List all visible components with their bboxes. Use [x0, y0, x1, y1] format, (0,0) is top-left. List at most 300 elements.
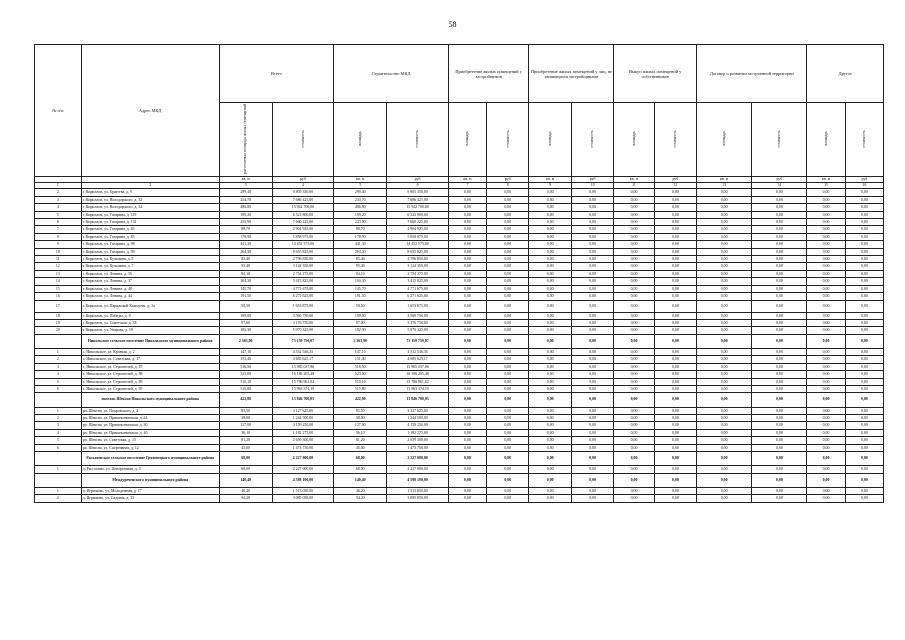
- value-cell: 0,00: [752, 444, 807, 451]
- value-cell: 0,00: [487, 495, 529, 502]
- value-cell: 0,00: [752, 429, 807, 436]
- value-cell: 4 685 625,17: [272, 356, 334, 363]
- value-cell: 0,00: [571, 285, 613, 292]
- value-cell: 0,00: [807, 211, 845, 218]
- column-number-cell: 16: [845, 183, 883, 189]
- header-sub-area: [529, 103, 571, 177]
- address-cell: д. Игрюково, ул. Садовая, д. 13: [81, 495, 219, 502]
- value-cell: 0,00: [845, 204, 883, 211]
- row-number-cell: 10: [35, 248, 82, 255]
- table-row: [35, 226, 884, 233]
- address-cell: г. Кириллов, ул. Братства, д. 9: [81, 189, 219, 196]
- value-cell: 0,00: [487, 219, 529, 226]
- row-number-cell: 14: [35, 278, 82, 285]
- value-cell: 0,00: [529, 429, 571, 436]
- value-cell: 299,40: [219, 189, 272, 196]
- value-cell: 0,00: [529, 393, 571, 407]
- value-cell: 0,00: [571, 356, 613, 363]
- value-cell: 0,00: [614, 226, 654, 233]
- value-cell: 191,50: [334, 293, 387, 300]
- value-cell: 0,00: [807, 437, 845, 444]
- value-cell: 0,00: [697, 241, 752, 248]
- value-cell: 0,00: [614, 312, 654, 319]
- value-cell: 510,10: [334, 378, 387, 385]
- value-cell: 0,00: [448, 241, 486, 248]
- value-cell: 0,00: [697, 196, 752, 203]
- address-cell: рп. Шексна, ул. Пришекснинская, д. 30: [81, 422, 219, 429]
- value-cell: 0,00: [654, 407, 696, 414]
- value-cell: 0,00: [752, 437, 807, 444]
- value-cell: 0,00: [654, 256, 696, 263]
- row-number-cell: 1: [35, 466, 82, 473]
- header-sub-cost: [487, 103, 529, 177]
- table-row: [35, 414, 884, 421]
- value-cell: 0,00: [807, 414, 845, 421]
- value-cell: 8 655 825,00: [387, 248, 449, 255]
- value-cell: 0,00: [448, 371, 486, 378]
- value-cell: 234,70: [334, 196, 387, 203]
- value-cell: 7 660 225,00: [387, 219, 449, 226]
- value-cell: 0,00: [752, 204, 807, 211]
- value-cell: 0,00: [448, 270, 486, 277]
- value-cell: 0,00: [697, 256, 752, 263]
- value-cell: 0,00: [448, 356, 486, 363]
- value-cell: 1 244 500,00: [387, 414, 449, 421]
- value-cell: 515,80: [334, 385, 387, 392]
- value-cell: 0,00: [654, 293, 696, 300]
- row-number-cell: 8: [35, 233, 82, 240]
- value-cell: 0,00: [487, 285, 529, 292]
- value-cell: 5 970 325,00: [387, 327, 449, 334]
- value-cell: 0,00: [487, 466, 529, 473]
- value-cell: 4 598 100,00: [387, 473, 449, 487]
- value-cell: 0,00: [845, 233, 883, 240]
- address-cell: с. Никольское, ул. Строителей, д. 87: [81, 363, 219, 370]
- value-cell: 0,00: [529, 363, 571, 370]
- value-cell: 0,00: [752, 422, 807, 429]
- value-cell: 0,00: [529, 196, 571, 203]
- row-number-cell: 2: [35, 356, 82, 363]
- value-cell: 0,00: [845, 363, 883, 370]
- value-cell: 0,00: [448, 285, 486, 292]
- value-cell: 2 227 000,00: [387, 466, 449, 473]
- column-number-cell: 13: [697, 183, 752, 189]
- column-number-cell: 14: [752, 183, 807, 189]
- value-cell: 0,00: [654, 414, 696, 421]
- value-cell: 0,00: [571, 385, 613, 392]
- value-cell: 2 227 000,00: [272, 466, 334, 473]
- value-cell: 0,00: [697, 363, 752, 370]
- value-cell: 0,00: [487, 429, 529, 436]
- value-cell: 0,00: [487, 270, 529, 277]
- table-row: [35, 371, 884, 378]
- unit-cell: кв. м: [448, 177, 486, 183]
- column-number-cell: 9: [529, 183, 571, 189]
- value-cell: 0,00: [752, 495, 807, 502]
- value-cell: 0,00: [571, 334, 613, 348]
- row-number-cell: 5: [35, 211, 82, 218]
- address-cell: Никольское сельское поселение Никольского муниципального района: [81, 334, 219, 348]
- table-row: [35, 378, 884, 385]
- header-group-construction: Строительство МКД: [334, 45, 449, 103]
- value-cell: 0,00: [571, 429, 613, 436]
- header-sub-area-total: [219, 103, 272, 177]
- value-cell: 0,00: [448, 319, 486, 326]
- value-cell: 0,00: [654, 300, 696, 312]
- value-cell: 0,00: [752, 293, 807, 300]
- value-cell: 0,00: [752, 278, 807, 285]
- header-sub-label: площадь: [546, 131, 552, 147]
- value-cell: 0,00: [752, 334, 807, 348]
- header-sub-area: [448, 103, 486, 177]
- value-cell: 3 127 625,00: [272, 407, 334, 414]
- value-cell: 0,00: [614, 495, 654, 502]
- value-cell: 0,00: [614, 407, 654, 414]
- value-cell: 0,00: [487, 226, 529, 233]
- header-sub-label: площадь: [822, 131, 828, 147]
- value-cell: 182,30: [219, 327, 272, 334]
- value-cell: 36,10: [334, 429, 387, 436]
- unit-cell: руб: [752, 177, 807, 183]
- table-row: [35, 196, 884, 203]
- value-cell: 0,00: [448, 393, 486, 407]
- row-number-cell: 19: [35, 319, 82, 326]
- value-cell: 85,40: [219, 256, 272, 263]
- value-cell: 85,40: [334, 256, 387, 263]
- value-cell: 15 942 700,00: [272, 204, 334, 211]
- value-cell: 0,00: [614, 437, 654, 444]
- table-row: [35, 422, 884, 429]
- value-cell: 1 513 050,00: [387, 487, 449, 494]
- header-sub-label: стоимость: [589, 129, 595, 148]
- value-cell: 46,20: [334, 487, 387, 494]
- value-cell: 0,00: [487, 211, 529, 218]
- value-cell: 0,00: [614, 300, 654, 312]
- value-cell: 94,20: [219, 495, 272, 502]
- header-sub-label: площадь: [720, 131, 726, 147]
- value-cell: 0,00: [654, 429, 696, 436]
- table-row: [35, 444, 884, 451]
- column-number-cell: 10: [571, 183, 613, 189]
- value-cell: 0,00: [571, 371, 613, 378]
- value-cell: 0,00: [529, 233, 571, 240]
- value-cell: 0,00: [448, 378, 486, 385]
- value-cell: 0,00: [529, 263, 571, 270]
- address-cell: Междуреченского муниципального района: [81, 473, 219, 487]
- value-cell: 0,00: [845, 451, 883, 465]
- table-row: [35, 319, 884, 326]
- value-cell: 0,00: [845, 285, 883, 292]
- value-cell: 0,00: [529, 334, 571, 348]
- value-cell: 0,00: [448, 422, 486, 429]
- value-cell: 0,00: [654, 233, 696, 240]
- value-cell: 233,90: [219, 219, 272, 226]
- header-sub-label: стоимость: [672, 129, 678, 148]
- value-cell: 0,00: [697, 473, 752, 487]
- value-cell: 0,00: [614, 422, 654, 429]
- value-cell: 510,10: [219, 378, 272, 385]
- value-cell: 4 552 546,35: [272, 348, 334, 355]
- value-cell: 0,00: [529, 327, 571, 334]
- value-cell: 7 686 425,00: [387, 196, 449, 203]
- unit-cell: кв. м: [697, 177, 752, 183]
- value-cell: 0,00: [654, 327, 696, 334]
- unit-cell: кв. м: [529, 177, 571, 183]
- value-cell: 9 805 350,00: [387, 189, 449, 196]
- value-cell: 0,00: [697, 270, 752, 277]
- value-cell: 0,00: [845, 278, 883, 285]
- value-cell: 0,00: [571, 263, 613, 270]
- value-cell: 0,00: [487, 233, 529, 240]
- value-cell: 0,00: [845, 429, 883, 436]
- value-cell: 13 846 700,03: [387, 393, 449, 407]
- address-cell: рп. Шексна, ул. Пришекснинская, д. 24: [81, 414, 219, 421]
- value-cell: 0,00: [697, 378, 752, 385]
- value-cell: 0,00: [614, 256, 654, 263]
- row-number-cell: 4: [35, 429, 82, 436]
- value-cell: 0,00: [845, 437, 883, 444]
- header-sub-cost: [752, 103, 807, 177]
- header-sub-label: стоимость: [861, 129, 867, 148]
- value-cell: 0,00: [807, 285, 845, 292]
- table-row: [35, 285, 884, 292]
- table-row: [35, 211, 884, 218]
- value-cell: 0,00: [807, 196, 845, 203]
- value-cell: 0,00: [448, 334, 486, 348]
- address-cell: с. Никольское, ул. Строителей, д. 93: [81, 385, 219, 392]
- value-cell: 516,50: [334, 363, 387, 370]
- address-cell: г. Кириллов, ул. Володарского, д. 34: [81, 204, 219, 211]
- value-cell: 0,00: [807, 407, 845, 414]
- value-cell: 0,00: [487, 473, 529, 487]
- value-cell: 0,00: [529, 356, 571, 363]
- value-cell: 0,00: [448, 407, 486, 414]
- value-cell: 14 452 575,00: [272, 241, 334, 248]
- value-cell: 68,00: [334, 466, 387, 473]
- subtotal-row: [35, 473, 884, 487]
- value-cell: 94,20: [334, 495, 387, 502]
- value-cell: 1 473 750,00: [272, 444, 334, 451]
- value-cell: 0,00: [614, 393, 654, 407]
- value-cell: 7 660 225,00: [272, 219, 334, 226]
- value-cell: 0,00: [614, 278, 654, 285]
- value-cell: 95,40: [334, 263, 387, 270]
- value-cell: 0,00: [448, 256, 486, 263]
- value-cell: 109,00: [334, 312, 387, 319]
- value-cell: 0,00: [487, 263, 529, 270]
- value-cell: 0,00: [529, 444, 571, 451]
- value-cell: 0,00: [571, 293, 613, 300]
- table-row: [35, 219, 884, 226]
- value-cell: 0,00: [529, 300, 571, 312]
- value-cell: 0,00: [448, 348, 486, 355]
- value-cell: 0,00: [845, 319, 883, 326]
- value-cell: 0,00: [845, 393, 883, 407]
- header-sub-area: [334, 103, 387, 177]
- value-cell: 0,00: [487, 444, 529, 451]
- header-sub-cost: [845, 103, 883, 177]
- value-cell: 68,00: [334, 451, 387, 465]
- value-cell: 0,00: [571, 407, 613, 414]
- value-cell: 0,00: [654, 385, 696, 392]
- value-cell: 0,00: [807, 312, 845, 319]
- value-cell: 2 754 275,00: [387, 270, 449, 277]
- value-cell: 9 805 350,00: [272, 189, 334, 196]
- value-cell: 0,00: [654, 248, 696, 255]
- value-cell: 68,00: [219, 451, 272, 465]
- value-cell: 0,00: [487, 196, 529, 203]
- value-cell: 0,00: [654, 487, 696, 494]
- value-cell: 2 363,90: [219, 334, 272, 348]
- row-number-cell: 5: [35, 437, 82, 444]
- table-row: [35, 495, 884, 502]
- value-cell: 0,00: [752, 248, 807, 255]
- value-cell: 7 686 425,00: [272, 196, 334, 203]
- value-cell: 0,00: [529, 495, 571, 502]
- value-cell: 0,00: [448, 466, 486, 473]
- value-cell: 147,10: [219, 348, 272, 355]
- value-cell: 84,10: [219, 270, 272, 277]
- value-cell: 0,00: [529, 211, 571, 218]
- header-sub-cost: [571, 103, 613, 177]
- value-cell: 0,00: [571, 189, 613, 196]
- value-cell: 147,10: [334, 348, 387, 355]
- value-cell: 0,00: [845, 473, 883, 487]
- value-cell: 0,00: [614, 334, 654, 348]
- value-cell: 0,00: [807, 293, 845, 300]
- value-cell: 0,00: [448, 263, 486, 270]
- value-cell: 422,80: [334, 393, 387, 407]
- value-cell: 0,00: [571, 487, 613, 494]
- value-cell: 0,00: [654, 356, 696, 363]
- value-cell: 0,00: [571, 233, 613, 240]
- value-cell: 0,00: [752, 211, 807, 218]
- value-cell: 38,00: [334, 414, 387, 421]
- value-cell: 0,00: [752, 385, 807, 392]
- value-cell: 0,00: [807, 487, 845, 494]
- row-number-cell: 3: [35, 363, 82, 370]
- value-cell: 0,00: [529, 312, 571, 319]
- value-cell: 95,50: [219, 407, 272, 414]
- row-number-cell: [35, 334, 82, 348]
- header-group-row: [35, 45, 884, 103]
- address-cell: г. Кириллов, ул. Володарского, д. 32: [81, 196, 219, 203]
- table-row: [35, 204, 884, 211]
- value-cell: 0,00: [752, 312, 807, 319]
- row-number-cell: [35, 451, 82, 465]
- address-cell: г. Кириллов, ул. Кузьмина, д. 7: [81, 263, 219, 270]
- value-cell: 0,00: [845, 219, 883, 226]
- value-cell: 0,00: [654, 437, 696, 444]
- value-cell: 3 415 825,00: [272, 278, 334, 285]
- value-cell: 5 970 325,00: [272, 327, 334, 334]
- value-cell: 0,00: [654, 226, 696, 233]
- value-cell: 0,00: [845, 270, 883, 277]
- value-cell: 0,00: [614, 319, 654, 326]
- value-cell: 95,50: [334, 407, 387, 414]
- value-cell: 0,00: [697, 327, 752, 334]
- value-cell: 0,00: [697, 226, 752, 233]
- address-cell: Раскатовское сельское поселение Грязовецкого муниципального района: [81, 451, 219, 465]
- value-cell: 0,00: [614, 327, 654, 334]
- value-cell: 0,00: [571, 466, 613, 473]
- value-cell: 3 569 750,00: [387, 312, 449, 319]
- value-cell: 0,00: [807, 444, 845, 451]
- header-sub-area: [807, 103, 845, 177]
- value-cell: 151,40: [219, 356, 272, 363]
- value-cell: 0,00: [697, 211, 752, 218]
- row-number-cell: 15: [35, 285, 82, 292]
- value-cell: 0,00: [845, 226, 883, 233]
- row-number-cell: 6: [35, 219, 82, 226]
- value-cell: 486,80: [219, 204, 272, 211]
- value-cell: 0,00: [752, 414, 807, 421]
- value-cell: 199,20: [334, 211, 387, 218]
- value-cell: 104,30: [219, 278, 272, 285]
- value-cell: 0,00: [571, 422, 613, 429]
- value-cell: 0,00: [752, 466, 807, 473]
- row-number-cell: 2: [35, 414, 82, 421]
- value-cell: 95,40: [219, 263, 272, 270]
- value-cell: 0,00: [845, 407, 883, 414]
- column-number-cell: 7: [448, 183, 486, 189]
- value-cell: 4 159 250,00: [272, 422, 334, 429]
- value-cell: 0,00: [571, 211, 613, 218]
- value-cell: 0,00: [697, 285, 752, 292]
- value-cell: 0,00: [654, 204, 696, 211]
- value-cell: 151,40: [334, 356, 387, 363]
- value-cell: 0,00: [845, 385, 883, 392]
- value-cell: 0,00: [845, 256, 883, 263]
- table-row: [35, 429, 884, 436]
- table-row: [35, 263, 884, 270]
- header-sub-area: [697, 103, 752, 177]
- value-cell: 0,00: [571, 414, 613, 421]
- value-cell: 0,00: [845, 300, 883, 312]
- value-cell: 0,00: [654, 219, 696, 226]
- value-cell: 0,00: [614, 487, 654, 494]
- address-cell: г. Кириллов, ул. Гагарина, д. 131: [81, 219, 219, 226]
- value-cell: 0,00: [697, 312, 752, 319]
- unit-cell: кв. м: [334, 177, 387, 183]
- value-cell: 0,00: [697, 319, 752, 326]
- header-sub-label: стоимость: [299, 129, 305, 148]
- value-cell: 0,00: [752, 378, 807, 385]
- value-cell: 0,00: [571, 248, 613, 255]
- value-cell: 0,00: [614, 204, 654, 211]
- unit-cell: кв. м: [614, 177, 654, 183]
- column-number-cell: 3: [219, 183, 272, 189]
- value-cell: 8 655 825,00: [272, 248, 334, 255]
- value-cell: 5 858 975,00: [272, 233, 334, 240]
- value-cell: 2 363,90: [334, 334, 387, 348]
- value-cell: 3 127 625,00: [387, 407, 449, 414]
- value-cell: 0,00: [448, 385, 486, 392]
- value-cell: 0,00: [614, 248, 654, 255]
- value-cell: 0,00: [571, 363, 613, 370]
- value-cell: 0,00: [571, 270, 613, 277]
- value-cell: 0,00: [697, 407, 752, 414]
- value-cell: 0,00: [654, 285, 696, 292]
- header-sub-area: [614, 103, 654, 177]
- value-cell: 1 244 500,00: [272, 414, 334, 421]
- value-cell: 0,00: [487, 422, 529, 429]
- value-cell: 0,00: [807, 422, 845, 429]
- address-cell: г. Кириллов, ул. Ленина, д. 35: [81, 270, 219, 277]
- value-cell: 127,00: [334, 422, 387, 429]
- value-cell: 0,00: [487, 356, 529, 363]
- value-cell: 0,00: [654, 319, 696, 326]
